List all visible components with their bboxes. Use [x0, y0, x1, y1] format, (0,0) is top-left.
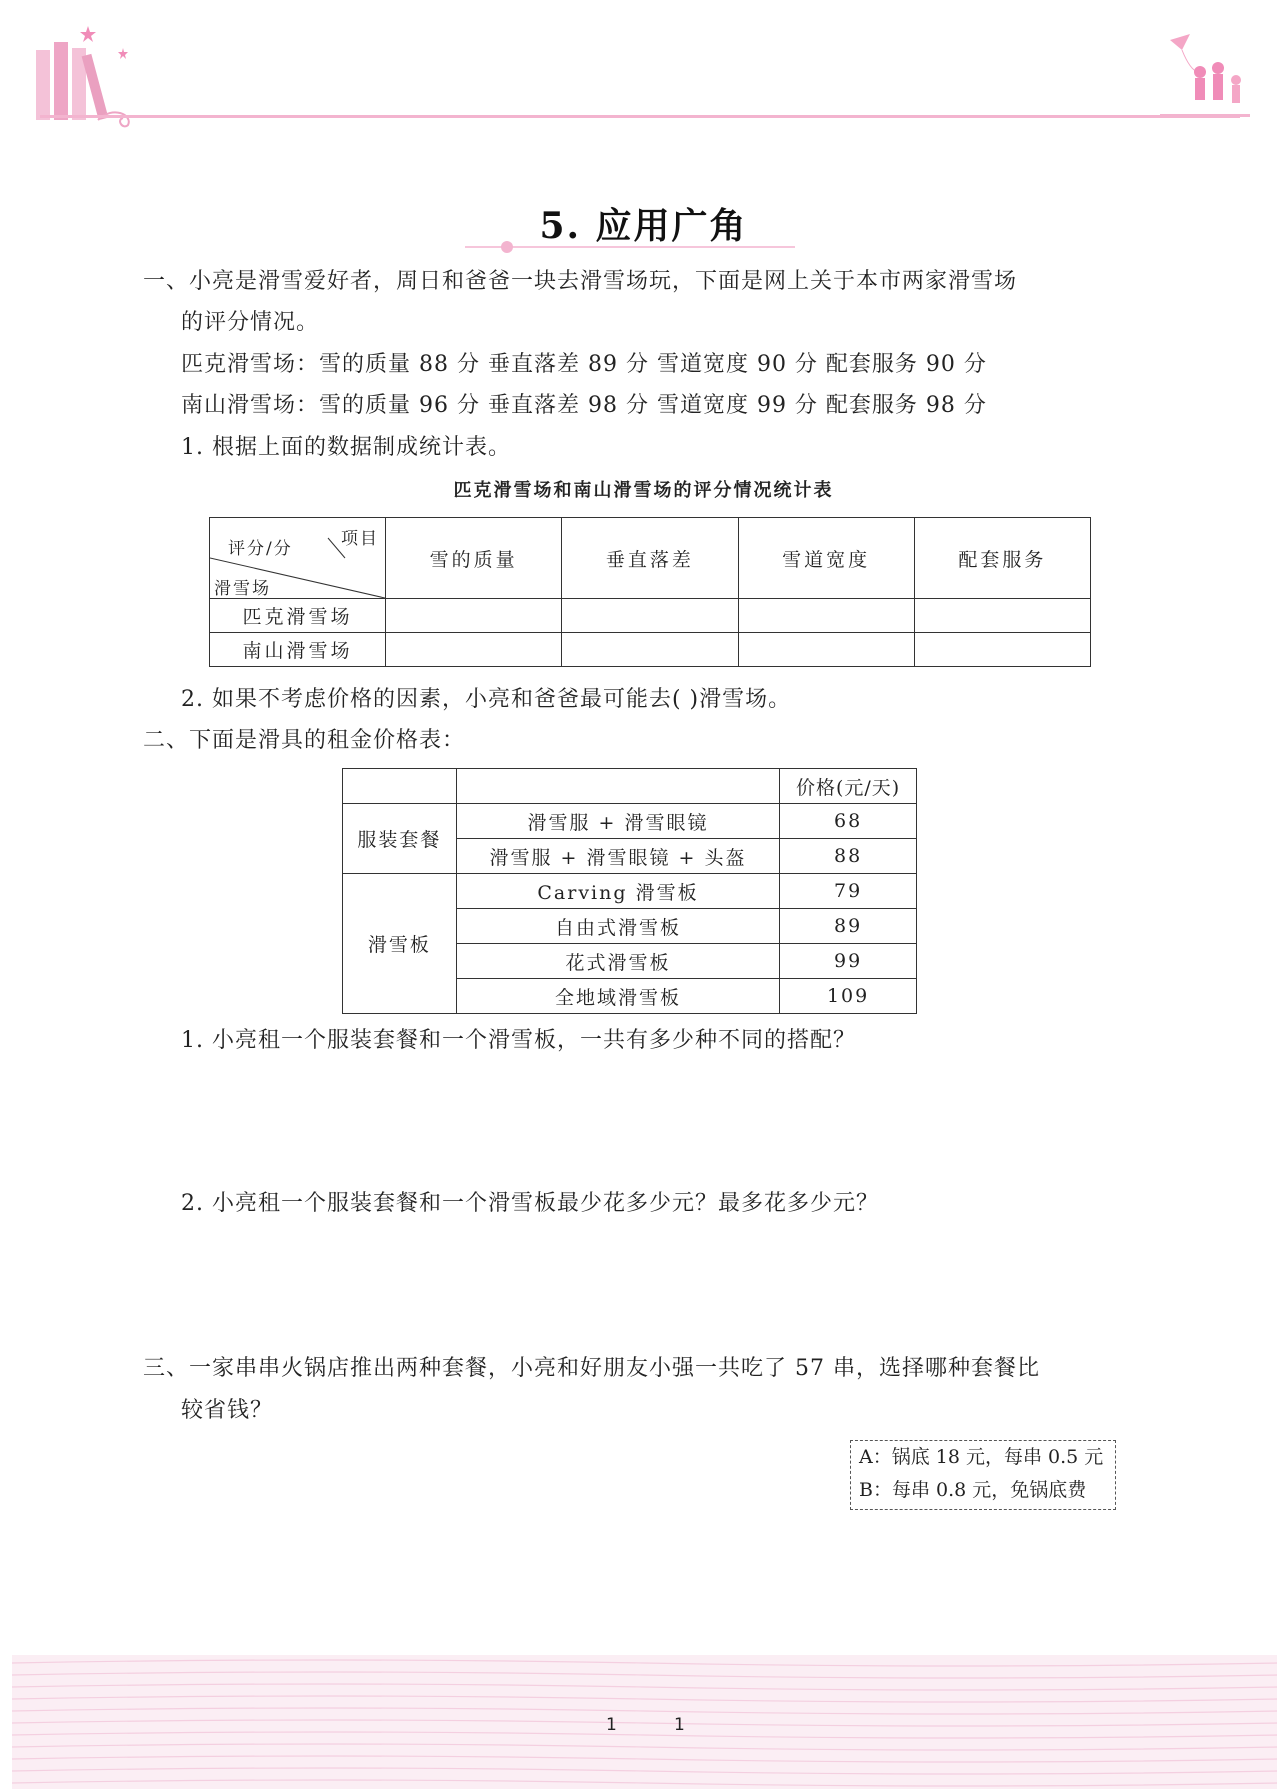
- item-price: 109: [780, 979, 917, 1014]
- corner-item-label: 项目: [341, 529, 379, 549]
- col-header: 配套服务: [914, 518, 1090, 599]
- q2-line: [143, 721, 465, 761]
- q2-sub1: 1. 小亮租一个服装套餐和一个滑雪板，一共有多少种不同的搭配？: [181, 1028, 856, 1053]
- answer-cell[interactable]: [386, 633, 562, 667]
- item-price: 68: [780, 804, 917, 839]
- footer-wave-pattern: [12, 1655, 1277, 1789]
- score-table: [209, 517, 1091, 667]
- q3-text-2: 较省钱？: [181, 1398, 274, 1423]
- table-row: [343, 804, 917, 839]
- answer-cell[interactable]: [738, 599, 914, 633]
- answer-cell[interactable]: [738, 633, 914, 667]
- item-name: 自由式滑雪板: [456, 909, 779, 944]
- group-snowboard: 滑雪板: [343, 874, 457, 1014]
- table-row: [210, 599, 1091, 633]
- item-name: 滑雪服 + 滑雪眼镜: [456, 804, 779, 839]
- item-name: 花式滑雪板: [456, 944, 779, 979]
- item-price: 99: [780, 944, 917, 979]
- answer-cell[interactable]: [562, 599, 738, 633]
- rental-price-table: [342, 768, 917, 1014]
- answer-cell[interactable]: [914, 599, 1090, 633]
- title-underline-decoration: [465, 241, 795, 253]
- col-header: 雪道宽度: [738, 518, 914, 599]
- answer-cell[interactable]: [562, 633, 738, 667]
- table-caption: 匹克滑雪场和南山滑雪场的评分情况统计表: [453, 480, 834, 501]
- table-corner-cell: [210, 518, 386, 599]
- q1-data-nanshan: 南山滑雪场：雪的质量 96 分 垂直落差 98 分 雪道宽度 99 分 配套服务 98 分: [181, 393, 987, 418]
- q1-text-1: 小亮是滑雪爱好者，周日和爸爸一块去滑雪场玩，下面是网上关于本市两家滑雪场: [189, 269, 1018, 294]
- option-b: B：每串 0.8 元，免锅底费: [859, 1479, 1087, 1501]
- q1-text-2: 的评分情况。: [181, 310, 320, 335]
- table-row: [343, 769, 917, 804]
- page-title: 5. 应用广角: [539, 205, 748, 247]
- answer-cell[interactable]: [386, 599, 562, 633]
- col-header: 垂直落差: [562, 518, 738, 599]
- q2-number: 二、: [143, 728, 190, 753]
- q3-text-1: 一家串串火锅店推出两种套餐，小亮和好朋友小强一共吃了 57 串，选择哪种套餐比: [189, 1356, 1040, 1381]
- footer-band: [12, 1655, 1277, 1789]
- q1-data-peak: 匹克滑雪场：雪的质量 88 分 垂直落差 89 分 雪道宽度 90 分 配套服务 90 分: [181, 352, 987, 377]
- page-number-right: 1: [674, 1715, 685, 1735]
- option-a: A：锅底 18 元，每串 0.5 元: [859, 1446, 1104, 1468]
- q1-sub1: 1. 根据上面的数据制成统计表。: [181, 435, 511, 460]
- empty-header-cell: [343, 769, 457, 804]
- item-name: 全地域滑雪板: [456, 979, 779, 1014]
- q1-number: 一、: [143, 269, 190, 294]
- books-decoration-icon: [28, 20, 158, 130]
- price-header: 价格(元/天): [780, 769, 917, 804]
- answer-cell[interactable]: [914, 633, 1090, 667]
- row-header: 南山滑雪场: [210, 633, 386, 667]
- q3-line1: [143, 1349, 1040, 1389]
- header-rule: [40, 115, 1240, 118]
- children-kite-icon: [1160, 30, 1250, 120]
- group-clothing: 服装套餐: [343, 804, 457, 874]
- item-price: 88: [780, 839, 917, 874]
- q2-text: 下面是滑具的租金价格表：: [189, 728, 466, 753]
- item-price: 79: [780, 874, 917, 909]
- item-name: 滑雪服 + 滑雪眼镜 + 头盔: [456, 839, 779, 874]
- corner-place-label: 滑雪场: [214, 579, 271, 599]
- q3-number: 三、: [143, 1356, 190, 1381]
- corner-score-label: 评分/分: [228, 539, 293, 559]
- q1-line1: [143, 262, 1017, 302]
- table-row: [343, 874, 917, 909]
- q1-sub2: 2. 如果不考虑价格的因素，小亮和爸爸最可能去( )滑雪场。: [181, 687, 792, 712]
- q2-sub2: 2. 小亮租一个服装套餐和一个滑雪板最少花多少元？最多花多少元？: [181, 1191, 879, 1216]
- empty-header-cell: [456, 769, 779, 804]
- page-number-left: 1: [606, 1715, 617, 1735]
- item-price: 89: [780, 909, 917, 944]
- meal-options-box: [850, 1440, 1116, 1510]
- col-header: 雪的质量: [386, 518, 562, 599]
- table-row: [210, 633, 1091, 667]
- row-header: 匹克滑雪场: [210, 599, 386, 633]
- item-name: Carving 滑雪板: [456, 874, 779, 909]
